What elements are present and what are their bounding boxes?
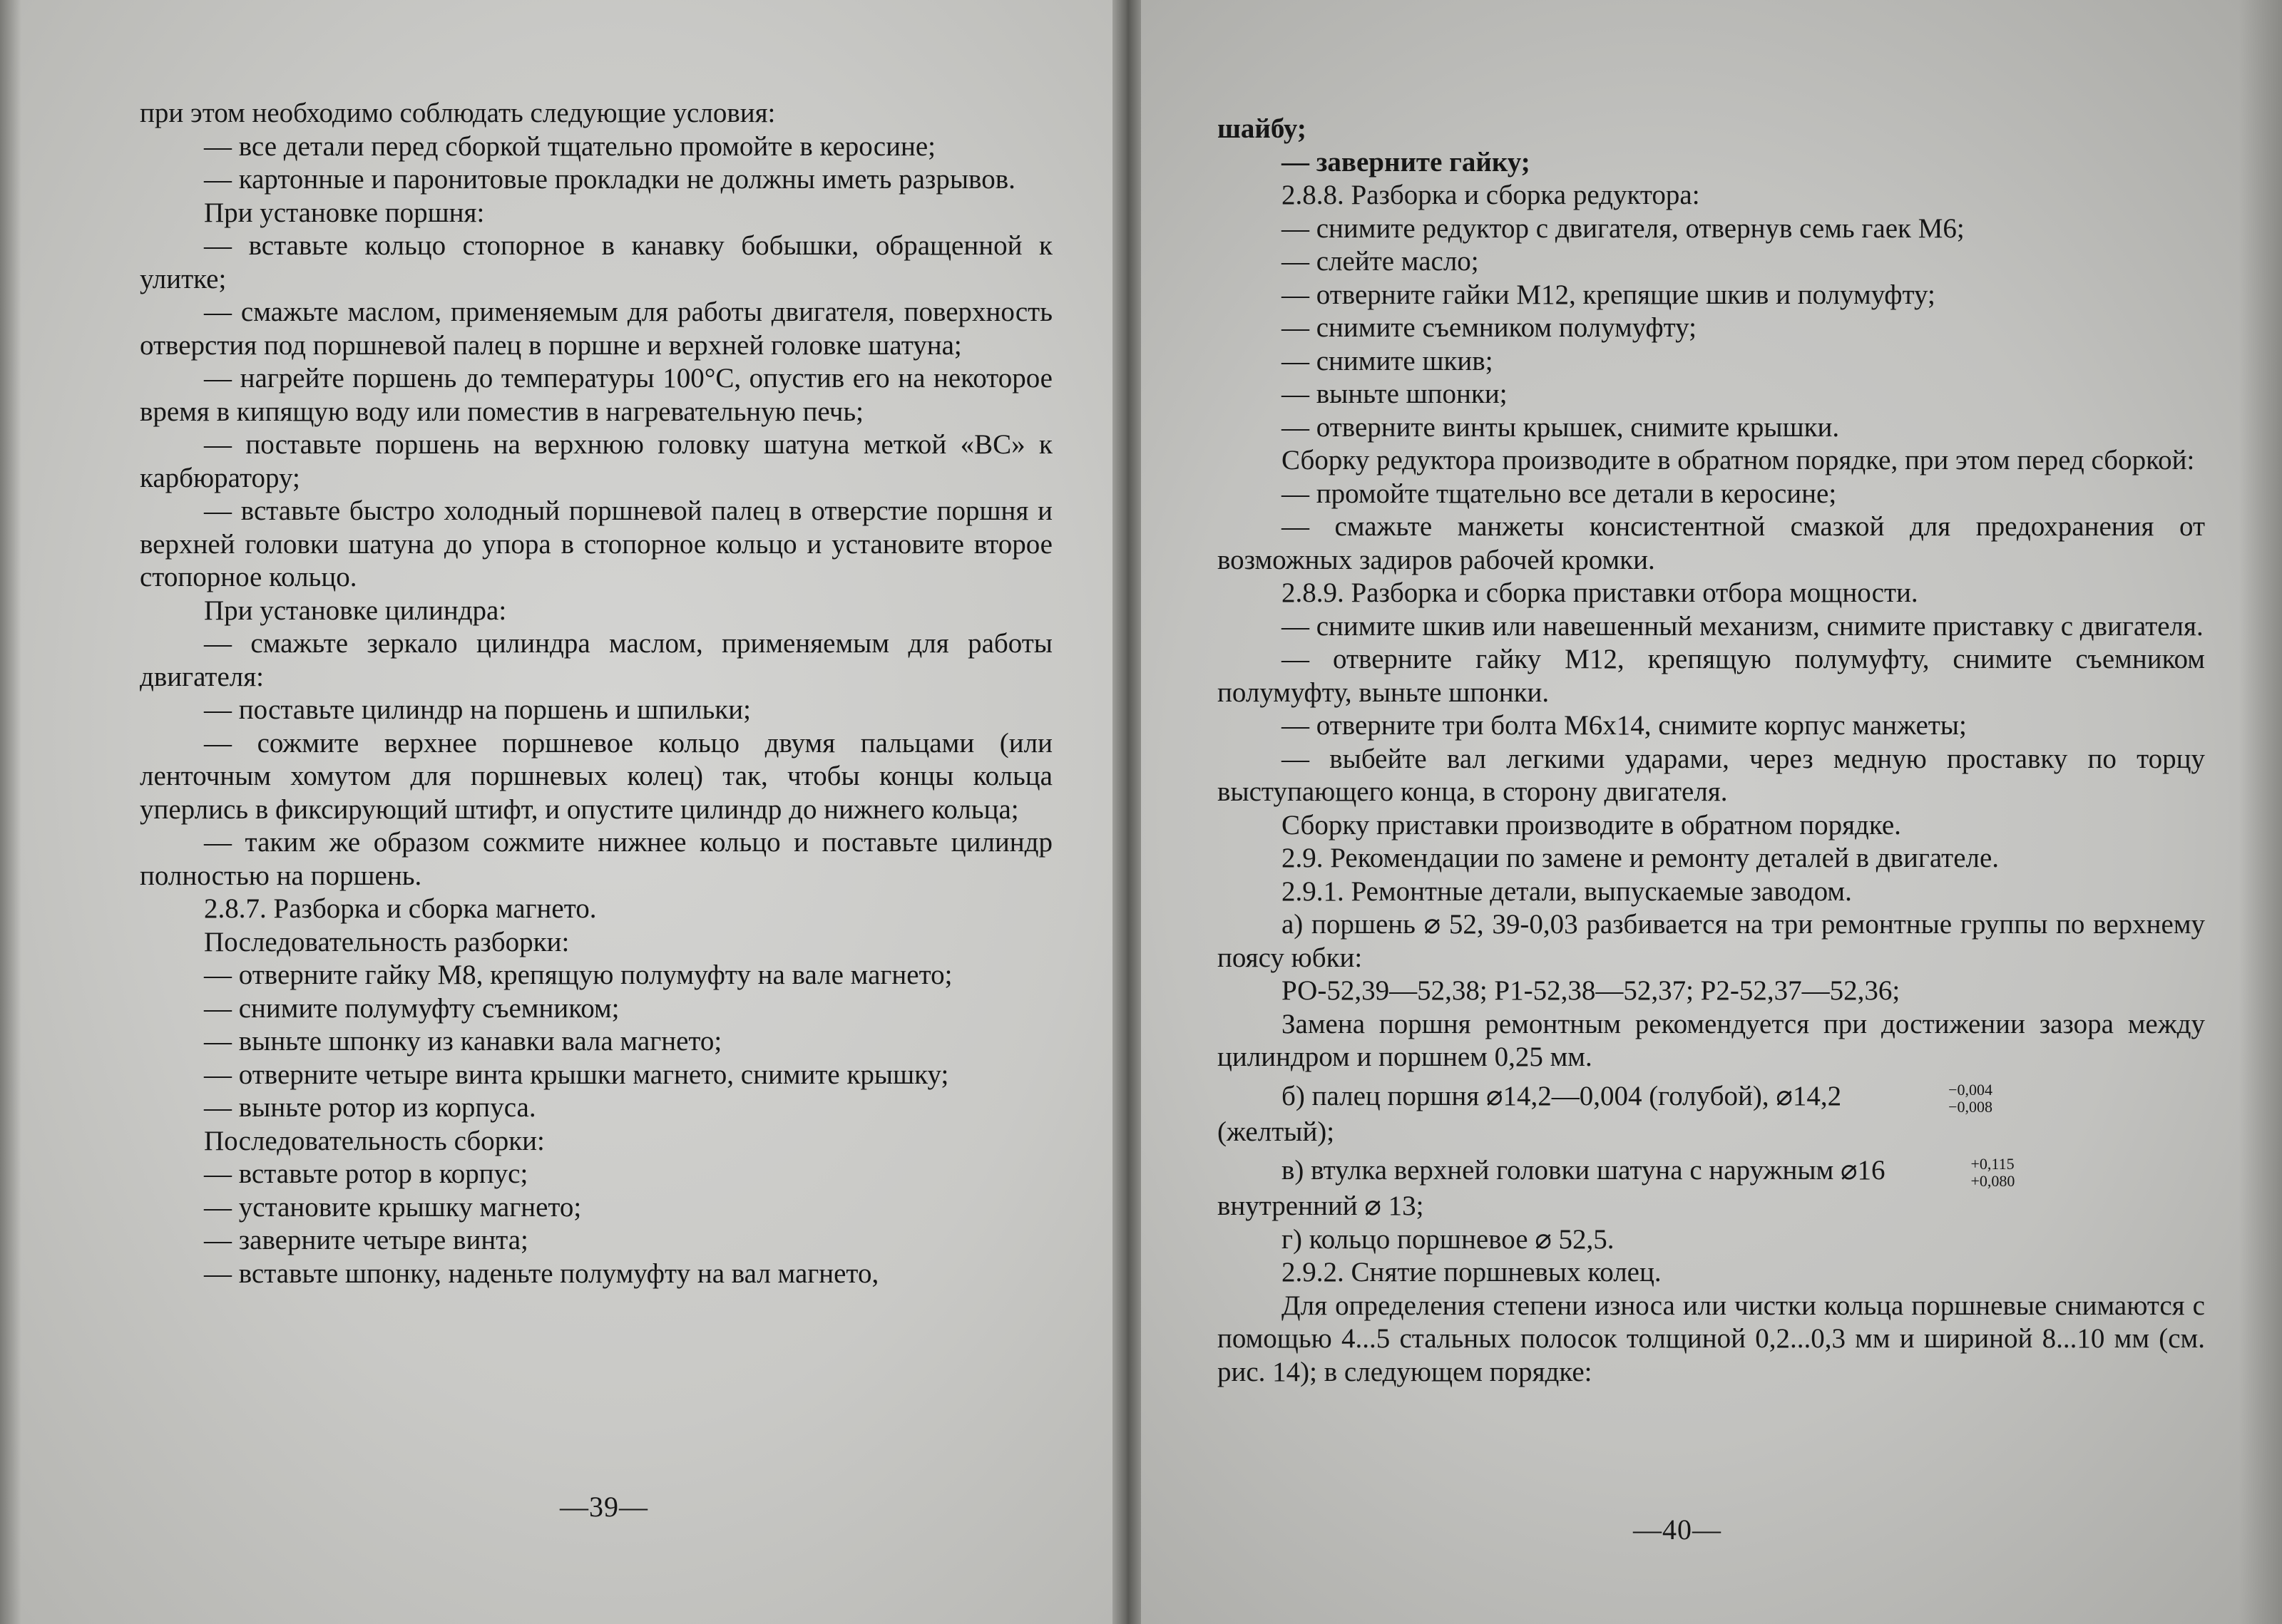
- list-item: — вставьте шпонку, наденьте полумуфту на вал магнето,: [204, 1258, 879, 1289]
- bushing-tolerance: [1906, 1156, 2015, 1190]
- list-item: — нагрейте поршень до температуры 100°С, опустив его на некоторое время в кипящую воду или поместив в нагревательную печь;: [140, 363, 1053, 427]
- list-item: — заверните гайку;: [1281, 146, 1530, 178]
- paragraph: Сборку приставки производите в обратном порядке.: [1281, 809, 1901, 841]
- list-item: — слейте масло;: [1281, 246, 1479, 277]
- subheading: Последовательность сборки:: [204, 1125, 545, 1156]
- page-edge-shadow: [2239, 0, 2282, 1624]
- list-item: — заверните четыре винта;: [204, 1225, 528, 1255]
- list-item: — смажьте манжеты консистентной смазкой для предохранения от возможных задиров рабочей кромки.: [1217, 511, 2205, 575]
- list-item: — смажьте зеркало цилиндра маслом, применяемым для работы двигателя:: [140, 628, 1053, 692]
- list-item: — выбейте вал легкими ударами, через медную проставку по торцу выступающего конца, в сторону двигателя.: [1217, 743, 2205, 807]
- bushing-spec-tail: внутренний ⌀ 13;: [1217, 1191, 1424, 1222]
- list-item: — снимите полумуфту съемником;: [204, 992, 620, 1024]
- list-item: — картонные и паронитовые прокладки не должны иметь разрывов.: [204, 164, 1015, 195]
- list-item: — снимите шкив или навешенный механизм, снимите приставку с двигателя.: [1281, 610, 2204, 642]
- paragraph: Сборку редуктора производите в обратном порядке, при этом перед сборкой:: [1281, 445, 2195, 476]
- list-item: — все детали перед сборкой тщательно промойте в керосине;: [204, 130, 936, 162]
- list-item: — снимите съемником полумуфту;: [1281, 312, 1697, 343]
- pin-spec-tail: (желтый);: [1217, 1116, 1335, 1147]
- paragraph: при этом необходимо соблюдать следующие условия:: [140, 98, 776, 128]
- section-heading: 2.9.2. Снятие поршневых колец.: [1281, 1257, 1662, 1288]
- section-heading: 2.8.8. Разборка и сборка редуктора:: [1281, 180, 1700, 210]
- list-item: — выньте шпонки;: [1281, 379, 1508, 409]
- paragraph: Замена поршня ремонтным рекомендуется при достижении зазора между цилиндром и поршнем 0,25 мм.: [1217, 1008, 2205, 1072]
- list-item: — отверните гайку М12, крепящую полумуфту, снимите съемником полумуфту, выньте шпонки.: [1217, 644, 2205, 708]
- tolerance-upper: −0,004: [1948, 1080, 1992, 1099]
- list-item: — вставьте кольцо стопорное в канавку бобышки, обращенной к улитке;: [140, 230, 1053, 294]
- book-spine: [1112, 0, 1141, 1624]
- bushing-spec-text: в) втулка верхней головки шатуна с наружным ⌀16: [1281, 1155, 1886, 1186]
- list-item: — поставьте поршень на верхнюю головку шатуна меткой «ВС» к карбюратору;: [140, 429, 1053, 493]
- left-page: [0, 0, 1112, 1624]
- list-item: — выньте ротор из корпуса.: [204, 1092, 536, 1123]
- pin-spec-text: б) палец поршня ⌀14,2—0,004 (голубой), ⌀14,2: [1281, 1080, 1842, 1111]
- page-number: —39—: [560, 1491, 648, 1523]
- section-heading: 2.9.1. Ремонтные детали, выпускаемые заводом.: [1281, 875, 1852, 907]
- list-item: — снимите шкив;: [1281, 345, 1493, 376]
- list-item: — смажьте маслом, применяемым для работы двигателя, поверхность отверстия под поршневой палец в поршне и верхней головке шатуна;: [140, 297, 1053, 361]
- section-heading: 2.8.9. Разборка и сборка приставки отбора мощности.: [1281, 577, 1918, 608]
- continuation-word: шайбу;: [1217, 113, 1306, 144]
- list-item: — промойте тщательно все детали в керосине;: [1281, 478, 1837, 509]
- page-number: —40—: [1633, 1513, 1721, 1546]
- list-item: — отверните гайки М12, крепящие шкив и полумуфту;: [1281, 279, 1935, 310]
- list-item: — установите крышку магнето;: [204, 1191, 582, 1223]
- page-edge-shadow: [0, 0, 21, 1624]
- pin-spec: [1217, 1080, 2205, 1116]
- subheading: При установке поршня:: [204, 197, 485, 228]
- list-item: а) поршень ⌀ 52, 39-0,03 разбивается на три ремонтные группы по верхнему поясу юбки:: [1217, 909, 2205, 973]
- repair-group-sizes: РО-52,39—52,38; Р1-52,38—52,37; Р2-52,37—52,36;: [1281, 975, 1900, 1006]
- list-item: — снимите редуктор с двигателя, отвернув семь гаек М6;: [1281, 212, 1965, 244]
- tolerance-upper: +0,115: [1970, 1155, 2015, 1173]
- left-page-text: [140, 97, 1053, 1290]
- list-item: — выньте шпонку из канавки вала магнето;: [204, 1026, 722, 1057]
- pin-tolerance: [1884, 1081, 1992, 1116]
- subheading: При установке цилиндра:: [204, 595, 507, 626]
- list-item: — сожмите верхнее поршневое кольцо двумя пальцами (или ленточным хомутом для поршневых колец) так, чтобы концы кольца уперлись в фиксирующий штифт, и опустите цилиндр до нижнего кольца;: [140, 727, 1053, 825]
- section-heading: 2.8.7. Разборка и сборка магнето.: [204, 893, 597, 924]
- list-item: — отверните четыре винта крышки магнето, снимите крышку;: [204, 1059, 949, 1090]
- list-item: — поставьте цилиндр на поршень и шпильки;: [204, 694, 751, 725]
- paragraph: Для определения степени износа или чистки кольца поршневые снимаются с помощью 4...5 стальных полосок толщиной 0,2...0,3 мм и шириной 8...10 мм (см. рис. 14); в следующем порядке:: [1217, 1290, 2205, 1387]
- section-heading: 2.9. Рекомендации по замене и ремонту деталей в двигателе.: [1281, 843, 2000, 873]
- list-item: — вставьте ротор в корпус;: [204, 1158, 528, 1189]
- list-item: — таким же образом сожмите нижнее кольцо и поставьте цилиндр полностью на поршень.: [140, 827, 1053, 891]
- tolerance-lower: +0,080: [1970, 1172, 2015, 1191]
- right-page: [1141, 0, 2282, 1624]
- subheading: Последовательность разборки:: [204, 926, 570, 957]
- list-item: — отверните гайку М8, крепящую полумуфту на вале магнето;: [204, 960, 953, 990]
- list-item: — вставьте быстро холодный поршневой палец в отверстие поршня и верхней головки шатуна до упора в стопорное кольцо и установите второе стопорное кольцо.: [140, 495, 1053, 592]
- bushing-spec: [1217, 1154, 2205, 1190]
- list-item: — отверните винты крышек, снимите крышки.: [1281, 411, 1840, 443]
- right-page-text: [1217, 113, 2205, 1389]
- tolerance-lower: −0,008: [1948, 1097, 1992, 1116]
- list-item: — отверните три болта М6х14, снимите корпус манжеты;: [1281, 710, 1967, 741]
- list-item: г) кольцо поршневое ⌀ 52,5.: [1281, 1223, 1615, 1255]
